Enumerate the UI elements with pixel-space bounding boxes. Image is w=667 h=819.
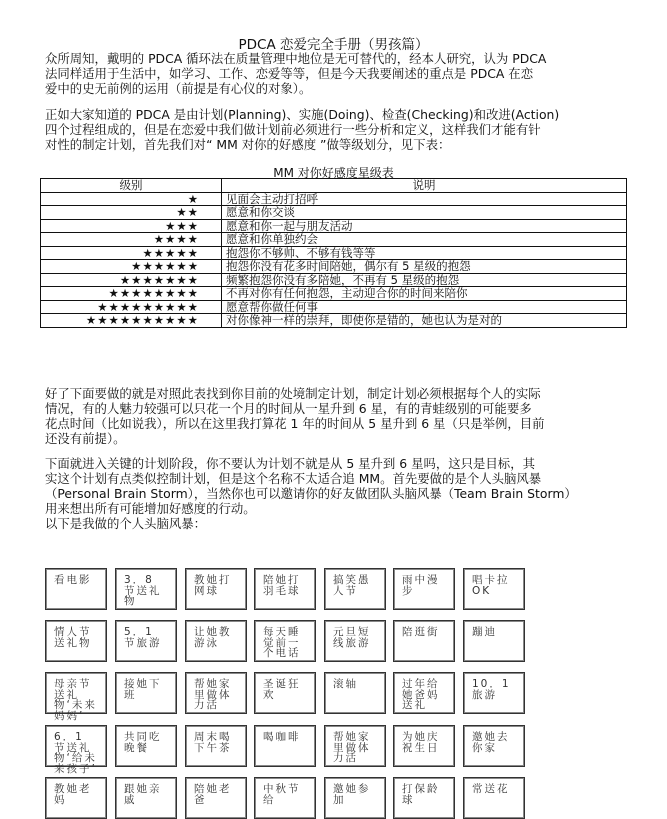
star-level: ★★★★★★★★★ <box>41 300 222 314</box>
brainstorm-item: 陪她老爸 <box>185 777 247 819</box>
brainstorm-item: 共同吃晚餐 <box>115 725 177 767</box>
brainstorm-item: 帮她家里做体力活 <box>324 725 386 767</box>
text-line: 四个过程组成的，但是在恋爱中我们做计划前必须进行一些分析和定义，这样我们才能有针 <box>45 122 541 137</box>
brainstorm-item: 邀她参加 <box>324 777 386 819</box>
star-level: ★★★★★★★ <box>41 273 222 287</box>
brainstorm-item: 每天睡觉前一个电话 <box>254 620 316 662</box>
table-row <box>41 314 627 328</box>
document-title: PDCA 恋爱完全手册（男孩篇） <box>238 37 429 53</box>
text-line: 爱中的史无前例的运用（前提是有心仪的对象）。 <box>45 81 312 96</box>
level-description: 愿意和你一起与朋友活动 <box>222 219 627 233</box>
text-line: 好了下面要做的就是对照此表找到你目前的处境制定计划，制定计划必须根据每个人的实际 <box>45 386 541 401</box>
brainstorm-item: 10．1 旅游 <box>463 672 525 714</box>
brainstorm-item: 让她教游泳 <box>185 620 247 662</box>
level-description: 频繁抱怨你没有多陪她，不再有 5 星级的抱怨 <box>222 273 627 287</box>
star-level: ★★★★★★★★ <box>41 287 222 301</box>
table-row <box>41 206 627 220</box>
table-row <box>41 260 627 274</box>
brainstorm-item: 滚轴 <box>324 672 386 714</box>
brainstorm-item: 接她下班 <box>115 672 177 714</box>
level-description: 抱怨你不够帅、不够有钱等等 <box>222 246 627 260</box>
brainstorm-item: 打保龄球 <box>393 777 455 819</box>
level-description: 愿意和你交谈 <box>222 206 627 220</box>
brainstorm-item: 看电影 <box>45 568 107 610</box>
pdca-paragraph <box>45 107 635 152</box>
text-line: 对性的制定计划，首先我们对“ MM 对你的好感度 ”做等级划分，见下表： <box>45 137 451 152</box>
brainstorm-item: 5．1 节旅游 <box>115 620 177 662</box>
text-line: 众所周知，戴明的 PDCA 循环法在质量管理中地位是无可替代的，经本人研究，认为 PDCA <box>45 51 547 66</box>
brainstorm-item: 唱卡拉 OK <box>463 568 525 610</box>
table-row <box>41 233 627 247</box>
brainstorm-item: 雨中漫步 <box>393 568 455 610</box>
level-description: 不再对你有任何抱怨，主动迎合你的时间来陪你 <box>222 287 627 301</box>
text-line: 用来想出所有可能增加好感度的行动。 <box>45 501 256 516</box>
brainstorm-item: 常送花 <box>463 777 525 819</box>
plan-paragraph <box>45 386 635 446</box>
brainstorm-item: 喝咖啡 <box>254 725 316 767</box>
table-header-row <box>41 179 627 193</box>
star-level: ★ <box>41 192 222 206</box>
star-level: ★★★★★ <box>41 246 222 260</box>
header-description: 说明 <box>222 179 627 193</box>
level-description: 抱怨你没有花多时间陪她，偶尔有 5 星级的抱怨 <box>222 260 627 274</box>
text-line: 以下是我做的个人头脑风暴： <box>45 516 207 531</box>
text-line: （Personal Brain Storm），当然你也可以邀请你的好友做团队头脑风暴（Team Brain Storm） <box>45 486 577 501</box>
level-description: 对你像神一样的崇拜，即使你是错的，她也认为是对的 <box>222 314 627 328</box>
text-line: 还没有前提）。 <box>45 431 126 446</box>
text-line: 正如大家知道的 PDCA 是由计划(Planning)、实施(Doing)、检查(Checking)和改进(Action) <box>45 107 560 122</box>
table-row <box>41 273 627 287</box>
text-line: 法同样适用于生活中，如学习、工作、恋爱等等，但是今天我要阐述的重点是 PDCA 在恋 <box>45 66 534 81</box>
level-description: 愿意和你单独约会 <box>222 233 627 247</box>
star-level: ★★★★ <box>41 233 222 247</box>
star-level: ★★★★★★★★★★ <box>41 314 222 328</box>
brainstorm-item: 教她打网球 <box>185 568 247 610</box>
brainstorm-item: 过年给她爸妈送礼 <box>393 672 455 714</box>
star-level: ★★ <box>41 206 222 220</box>
brainstorm-item: 中秋节给 <box>254 777 316 819</box>
text-line: 情况，有的人魅力较强可以只花一个月的时间从一星升到 6 星，有的青蛙级别的可能要多 <box>45 401 532 416</box>
level-description: 愿意帮你做任何事 <box>222 300 627 314</box>
header-level: 级别 <box>41 179 222 193</box>
text-line: 下面就进入关键的计划阶段，你不要认为计划不就是从 5 星升到 6 星吗，这只是目标，其 <box>45 456 535 471</box>
brainstorm-paragraph <box>45 456 635 531</box>
brainstorm-item: 邀她去你家 <box>463 725 525 767</box>
brainstorm-item: 为她庆祝生日 <box>393 725 455 767</box>
brainstorm-item: 帮她家里做体力活 <box>185 672 247 714</box>
star-level: ★★★★★★ <box>41 260 222 274</box>
brainstorm-item: 6．1 节送礼物‘给未来孩子’ <box>45 725 107 767</box>
brainstorm-item: 搞笑愚人节 <box>324 568 386 610</box>
brainstorm-item: 蹦迪 <box>463 620 525 662</box>
text-line: 花点时间（比如说我），所以在这里我打算花 1 年的时间从 5 星升到 6 星（只是举例，目前 <box>45 416 545 431</box>
favorability-table <box>40 178 627 328</box>
brainstorm-item: 教她老妈 <box>45 777 107 819</box>
text-line: 实这个计划有点类似控制计划，但是这个名称不太适合追 MM。首先要做的是个人头脑风暴 <box>45 471 542 486</box>
brainstorm-item: 元旦短线旅游 <box>324 620 386 662</box>
intro-paragraph <box>45 51 635 96</box>
brainstorm-item: 跟她亲戚 <box>115 777 177 819</box>
table-caption: MM 对你好感度星级表 <box>273 166 394 180</box>
level-description: 见面会主动打招呼 <box>222 192 627 206</box>
brainstorm-item: 圣诞狂欢 <box>254 672 316 714</box>
brainstorm-item: 周末喝下午茶 <box>185 725 247 767</box>
brainstorm-item: 陪逛街 <box>393 620 455 662</box>
table-row <box>41 246 627 260</box>
star-level: ★★★ <box>41 219 222 233</box>
table-row <box>41 192 627 206</box>
table-row <box>41 300 627 314</box>
brainstorm-item: 情人节送礼物 <box>45 620 107 662</box>
brainstorm-item: 陪她打羽毛球 <box>254 568 316 610</box>
brainstorm-item: 母亲节送礼物‘未来妈妈’ <box>45 672 107 714</box>
table-row <box>41 287 627 301</box>
table-row <box>41 219 627 233</box>
brainstorm-item: 3．8 节送礼物 <box>115 568 177 610</box>
